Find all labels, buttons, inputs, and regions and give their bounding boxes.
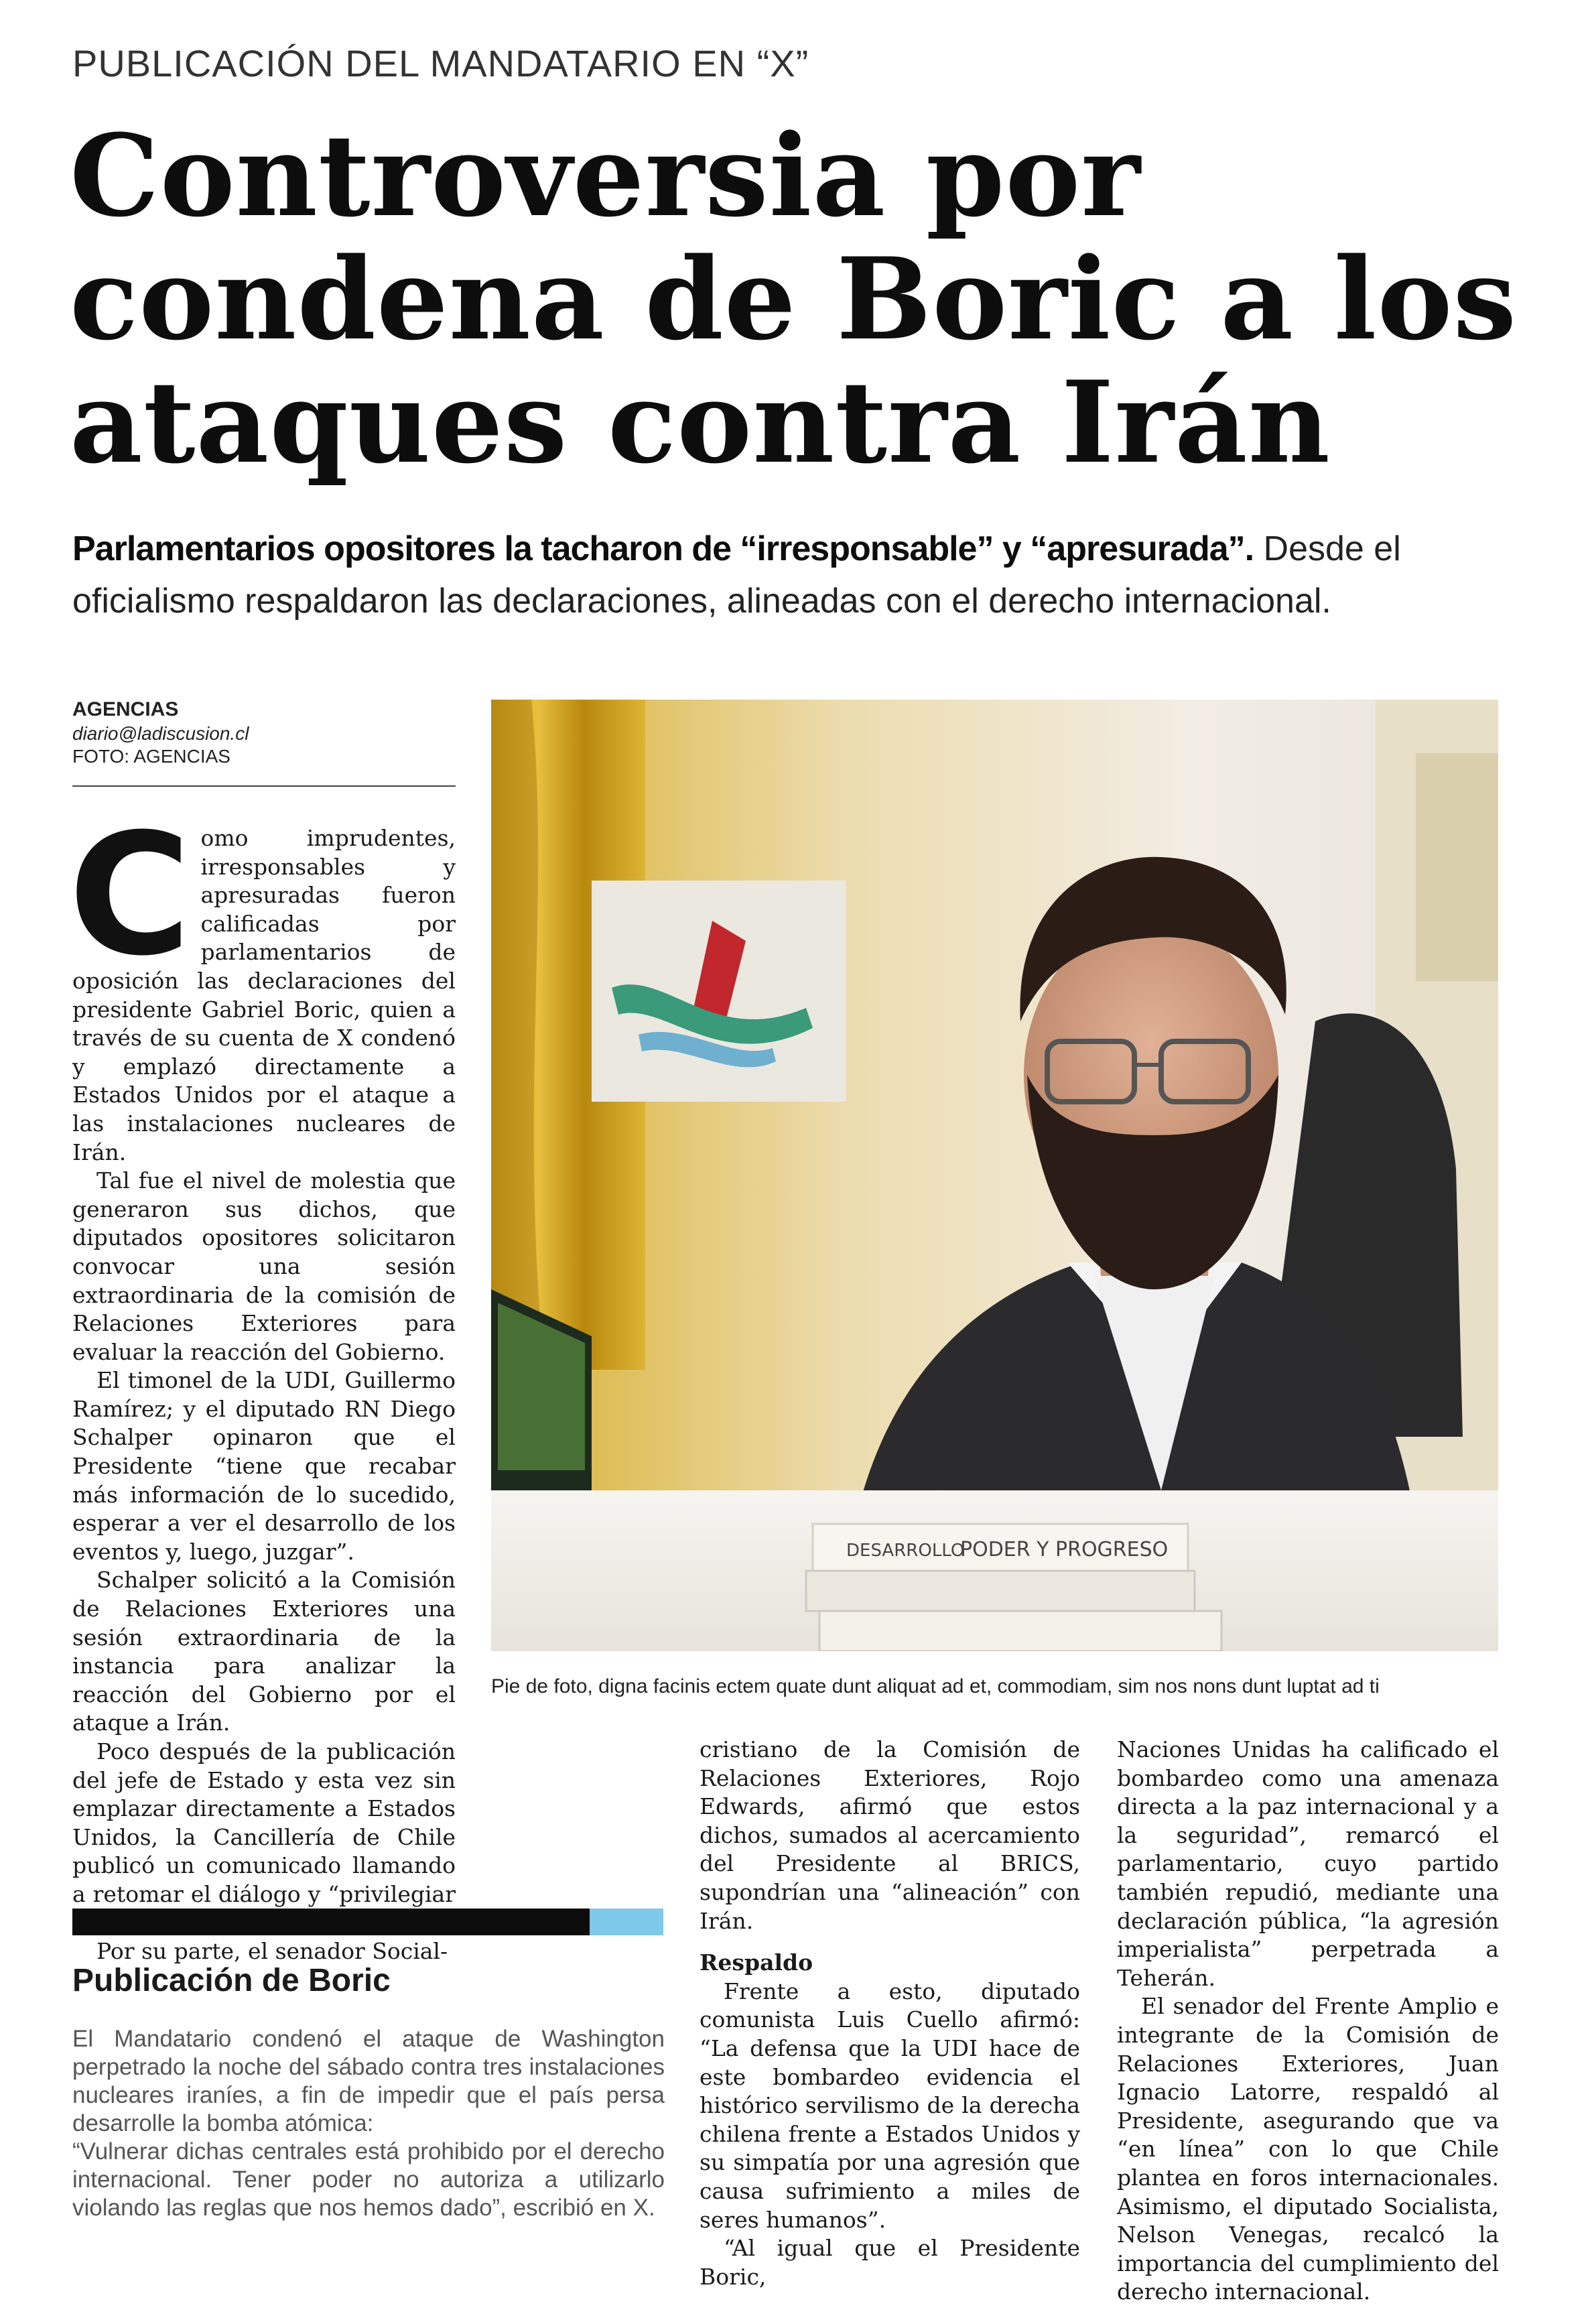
- headline-line-3: ataques contra Irán: [70, 356, 1331, 489]
- paragraph-7: cristiano de la Comisión de Relaciones Exteriores, Rojo Edwards, afirmó que estos dichos, sumados al acercamiento del Presidente al BRICS, supondrían una “alineación” con Irán.: [700, 1736, 1080, 1934]
- sidebar-paragraph-1: El Mandatario condenó el ataque de Washington perpetrado la noche del sábado contra tres instalaciones nucleares iraníes, a fin de impedir que el país persa desarrolle la bomba atómica:: [72, 2026, 665, 2136]
- sidebar-bar-light: [590, 1909, 663, 1935]
- sidebar-bar-dark: [72, 1909, 590, 1935]
- paragraph-2: Tal fue el nivel de molestia que generaron sus dichos, que diputados opositores solicitaron convocar una sesión extraordinaria de la comisión de Relaciones Exteriores para evaluar la reacción del Gobierno.: [72, 1167, 456, 1365]
- byline: [72, 697, 249, 768]
- subhead-respaldo: Respaldo: [700, 1949, 813, 1976]
- article-column-2: [700, 1736, 1080, 2291]
- headline-line-2: condena de Boric a los: [70, 233, 1518, 365]
- paragraph-11: El senador del Frente Amplio e integrante de la Comisión de Relaciones Exteriores, Juan Ignacio Latorre, respaldó al Presidente, asegurando que va “en línea” con lo que Chile plantea en foros internacionales. Asimismo, el diputado Socialista, Nelson Venegas, recalcó la importancia del cumplimiento del derecho internacional.: [1117, 1993, 1499, 2305]
- main-photo: [491, 700, 1498, 1651]
- article-column-1: [68, 797, 456, 1966]
- photo-caption: Pie de foto, digna facinis ectem quate dunt aliquat ad et, commodiam, sim nos nons dunt luptat ad ti: [491, 1675, 1380, 1697]
- byline-photo-credit: FOTO: AGENCIAS: [72, 746, 230, 767]
- deck-bold: Parlamentarios opositores la tacharon de “irresponsable” y “apresurada”.: [72, 529, 1254, 568]
- book-spine-text-2: DESARROLLO: [846, 1541, 965, 1561]
- sidebar-paragraph-2: “Vulnerar dichas centrales está prohibido por el derecho internacional. Tener poder no autoriza a utilizarlo violando las reglas que nos hemos dado”, escribió en X.: [72, 2138, 665, 2221]
- byline-agency: AGENCIAS: [72, 698, 179, 720]
- kicker: PUBLICACIÓN DEL MANDATARIO EN “X”: [72, 42, 809, 84]
- sidebar-text: [72, 2025, 665, 2222]
- sidebar-title: Publicación de Boric: [72, 1963, 391, 1998]
- drop-cap: C: [68, 797, 192, 992]
- paragraph-5: Poco después de la publicación del jefe de Estado y esta vez sin emplazar directamente a Estados Unidos, la Cancillería de Chile publicó un comunicado llamando a retomar el diálogo y “privilegiar: [72, 1738, 456, 1907]
- deck: [72, 523, 1526, 627]
- paragraph-3: El timonel de la UDI, Guillermo Ramírez; y el diputado RN Diego Schalper opinaron que el Presidente “tiene que recabar más información de lo sucedido, esperar a ver el desarrollo de los eventos y, luego, juzgar”.: [72, 1367, 456, 1565]
- byline-divider: [72, 785, 456, 787]
- article-column-3: [1117, 1736, 1499, 2307]
- headline: [70, 109, 1544, 489]
- headline-line-1: Controversia por: [70, 109, 1141, 242]
- deck-regular: Desde el oficialismo respaldaron las declaraciones, alineadas con el derecho internacional.: [72, 529, 1401, 621]
- paragraph-9: “Al igual que el Presidente Boric,: [700, 2235, 1080, 2290]
- paragraph-8: Frente a esto, diputado comunista Luis Cuello afirmó: “La defensa que la UDI hace de este bombardeo evidencia el histórico servilismo de la derecha chilena frente a Estados Unidos y su simpatía por una agresión que causa sufrimiento a miles de seres humanos”.: [700, 1978, 1080, 2233]
- byline-email: diario@ladiscusion.cl: [72, 723, 249, 744]
- paragraph-4: Schalper solicitó a la Comisión de Relaciones Exteriores una sesión extraordinaria de la instancia para analizar la reacción del Gobierno por el ataque a Irán.: [72, 1567, 456, 1736]
- paragraph-6: Por su parte, el senador Social-: [96, 1938, 448, 1965]
- paragraph-10: Naciones Unidas ha calificado el bombardeo como una amenaza directa a la paz internacional y a la seguridad”, remarcó el parlamentario, cuyo partido también repudió, mediante una declaración pública, “la agresión imperialista” perpetrada a Teherán.: [1117, 1736, 1499, 1991]
- paragraph-1: Como imprudentes, irresponsables y apresuradas fueron calificadas por parlamentarios de oposición las declaraciones del presidente Gabriel Boric, quien a través de su cuenta de X condenó y emplazó directamente a Estados Unidos por el ataque a las instalaciones nucleares de Irán.: [68, 797, 456, 1165]
- book-spine-text: PODER Y PROGRESO: [960, 1538, 1169, 1561]
